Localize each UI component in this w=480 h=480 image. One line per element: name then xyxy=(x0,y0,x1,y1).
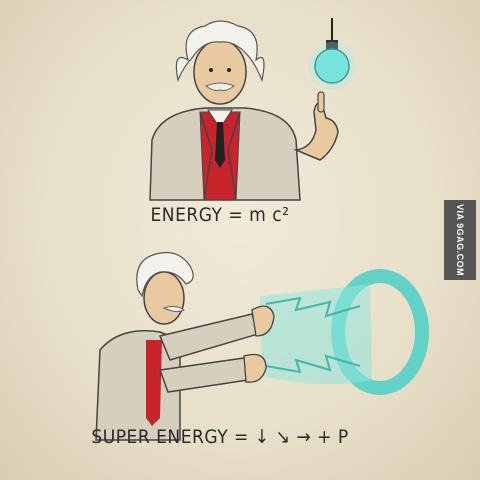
face xyxy=(144,272,184,324)
face xyxy=(194,40,246,104)
pointing-hand xyxy=(296,103,338,160)
lower-hand xyxy=(244,355,266,383)
necktie xyxy=(146,340,162,426)
index-finger xyxy=(318,92,324,112)
energy-trail xyxy=(260,284,372,384)
watermark-badge xyxy=(444,200,476,280)
equation-caption: ENERGY = m c² xyxy=(150,204,290,226)
bulb-glow xyxy=(308,42,356,90)
watermark-text: VIA 9GAG.COM xyxy=(455,203,465,277)
panel-bottom xyxy=(0,240,440,480)
combo-caption: SUPER ENERGY = ↓ ↘ → + P xyxy=(91,426,349,448)
panel-top xyxy=(0,0,440,240)
